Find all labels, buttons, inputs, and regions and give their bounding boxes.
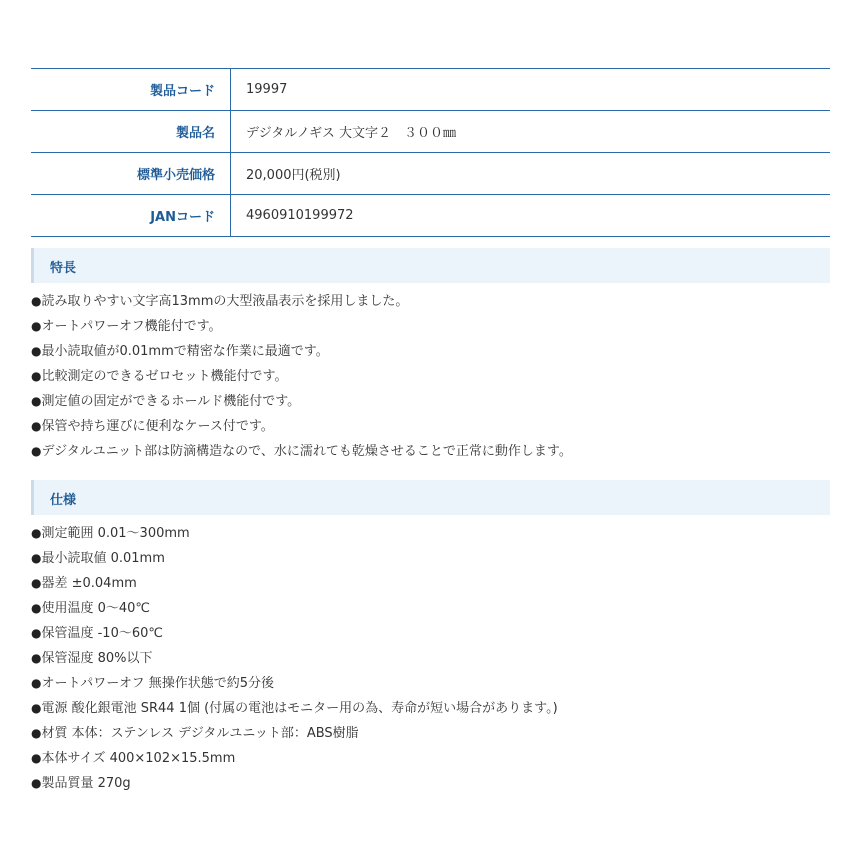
table-row [31,111,830,153]
list-item [31,771,830,796]
specs-section-header [31,480,830,515]
bullet-icon: ● [31,626,42,640]
list-item-text: 保管湿度 80%以下 [41,651,153,666]
list-item-text: 器差 ±0.04mm [41,576,137,591]
list-item [31,671,830,696]
list-item [31,314,830,339]
bullet-icon: ● [31,776,42,790]
list-item [31,571,830,596]
bullet-icon: ● [31,601,42,615]
list-item-text: 保管や持ち運びに便利なケース付です。 [41,419,274,434]
bullet-icon: ● [31,394,42,408]
table-row [31,69,830,111]
list-item [31,546,830,571]
list-item-text: 最小読取値 0.01mm [41,551,165,566]
list-item [31,339,830,364]
bullet-icon: ● [31,444,42,458]
bullet-icon: ● [31,294,42,308]
bullet-icon: ● [31,751,42,765]
list-item-text: 本体サイズ 400×102×15.5mm [41,751,236,766]
features-title: 特長 [50,261,77,276]
list-item [31,389,830,414]
list-item-text: 材質 本体：ステンレス デジタルユニット部：ABS樹脂 [41,726,359,741]
list-item-text: デジタルユニット部は防滴構造なので、水に濡れても乾燥させることで正常に動作します。 [41,444,572,459]
list-item-text: オートパワーオフ機能付です。 [41,319,222,334]
bullet-icon: ● [31,701,42,715]
list-item [31,289,830,314]
bullet-icon: ● [31,651,42,665]
features-section-header [31,248,830,283]
list-item [31,521,830,546]
table-row [31,153,830,195]
row-value-retail-price: 20,000円(税別) [231,153,831,195]
bullet-icon: ● [31,576,42,590]
list-item [31,646,830,671]
list-item-text: 保管温度 -10～60℃ [41,626,163,641]
bullet-icon: ● [31,526,42,540]
row-label-jan-code: JANコード [31,195,231,237]
bullet-icon: ● [31,344,42,358]
features-list [31,289,830,464]
list-item-text: 電源 酸化銀電池 SR44 1個 (付属の電池はモニター用の為、寿命が短い場合があります。) [41,701,558,716]
bullet-icon: ● [31,676,42,690]
specs-title: 仕様 [50,493,77,508]
bullet-icon: ● [31,319,42,333]
list-item [31,364,830,389]
list-item-text: オートパワーオフ 無操作状態で約5分後 [41,676,274,691]
list-item-text: 製品質量 270g [41,776,131,791]
list-item-text: 測定範囲 0.01～300mm [41,526,190,541]
bullet-icon: ● [31,419,42,433]
bullet-icon: ● [31,369,42,383]
list-item [31,746,830,771]
table-row [31,195,830,237]
list-item [31,696,830,721]
list-item-text: 使用温度 0～40℃ [41,601,151,616]
list-item [31,721,830,746]
specs-list [31,521,830,796]
row-value-product-code: 19997 [231,69,831,111]
list-item-text: 測定値の固定ができるホールド機能付です。 [41,394,301,409]
list-item-text: 比較測定のできるゼロセット機能付です。 [41,369,288,384]
bullet-icon: ● [31,551,42,565]
product-spec-table [31,68,830,237]
list-item [31,596,830,621]
bullet-icon: ● [31,726,42,740]
row-label-product-name: 製品名 [31,111,231,153]
list-item [31,414,830,439]
row-label-retail-price: 標準小売価格 [31,153,231,195]
list-item-text: 最小読取値が0.01mmで精密な作業に最適です。 [41,344,329,359]
list-item [31,439,830,464]
list-item [31,621,830,646]
row-value-product-name: デジタルノギス 大文字２ ３００㎜ [231,111,831,153]
list-item-text: 読み取りやすい文字高13mmの大型液晶表示を採用しました。 [41,294,409,309]
row-value-jan-code: 4960910199972 [231,195,831,237]
row-label-product-code: 製品コード [31,69,231,111]
